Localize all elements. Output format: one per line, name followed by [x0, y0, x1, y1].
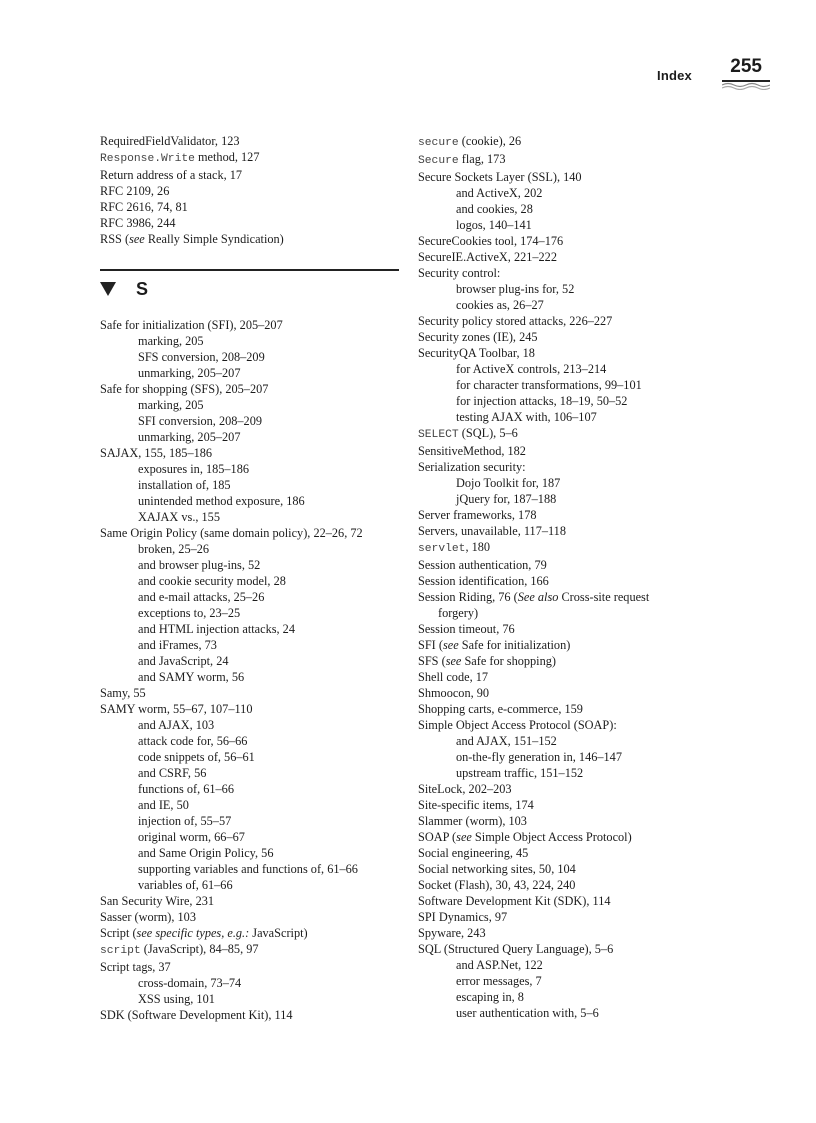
- entry-text: and browser plug-ins, 52: [138, 558, 261, 572]
- index-subentry: [418, 409, 798, 425]
- index-entry: [418, 169, 798, 185]
- index-entry: [418, 653, 798, 669]
- page-number: 255: [730, 56, 762, 77]
- index-subentry: [418, 765, 798, 781]
- index-entry: [418, 507, 798, 523]
- index-entry: [100, 167, 400, 183]
- index-entry: [418, 523, 798, 539]
- entry-text: SecurityQA Toolbar, 18: [418, 346, 535, 360]
- index-entry: [100, 317, 400, 333]
- index-column-right: [418, 133, 798, 1021]
- index-entry: [418, 909, 798, 925]
- index-entry: [418, 443, 798, 459]
- index-subentry: [100, 991, 400, 1007]
- index-entry: [418, 557, 798, 573]
- section-letter: S: [136, 279, 149, 299]
- entry-text: supporting variables and functions of, 61–66: [138, 862, 358, 876]
- index-subentry: [100, 781, 400, 797]
- entry-text: Safe for initialization): [458, 638, 571, 652]
- index-subentry: [100, 429, 400, 445]
- index-entry: [100, 183, 400, 199]
- index-subentry: [100, 573, 400, 589]
- s-entries-left: [100, 317, 400, 1023]
- entry-text: injection of, 55–57: [138, 814, 232, 828]
- index-entry: [418, 893, 798, 909]
- index-subentry: [100, 493, 400, 509]
- entry-text: see specific types, e.g.:: [136, 926, 250, 940]
- index-subentry: [100, 975, 400, 991]
- entry-text: Safe for shopping): [461, 654, 556, 668]
- entry-text: Return address of a stack, 17: [100, 168, 243, 182]
- index-entry: [100, 925, 400, 941]
- entry-text: and e-mail attacks, 25–26: [138, 590, 265, 604]
- index-subentry: [100, 637, 400, 653]
- entry-text: attack code for, 56–66: [138, 734, 248, 748]
- entry-text: marking, 205: [138, 398, 204, 412]
- index-entry: [100, 1007, 400, 1023]
- entry-text: jQuery for, 187–188: [456, 492, 557, 506]
- index-entry: [100, 893, 400, 909]
- entry-text: Software Development Kit (SDK), 114: [418, 894, 611, 908]
- entry-text: see: [456, 830, 472, 844]
- entry-text: script: [100, 945, 141, 957]
- entry-text: logos, 140–141: [456, 218, 532, 232]
- index-entry: [100, 215, 400, 231]
- index-subentry: [100, 717, 400, 733]
- entry-text: and iFrames, 73: [138, 638, 217, 652]
- entry-text: see: [129, 232, 145, 246]
- index-entry: [418, 589, 798, 605]
- index-subentry: [100, 621, 400, 637]
- entry-text: cookies as, 26–27: [456, 298, 544, 312]
- index-subentry: [418, 973, 798, 989]
- index-entry: [100, 445, 400, 461]
- index-entry: [100, 231, 400, 247]
- entry-text: Session Riding, 76 (: [418, 590, 518, 604]
- entry-text: SensitiveMethod, 182: [418, 444, 526, 458]
- index-subentry: [100, 333, 400, 349]
- entry-text: SecureCookies tool, 174–176: [418, 234, 564, 248]
- entry-text: and Same Origin Policy, 56: [138, 846, 274, 860]
- entry-text: variables of, 61–66: [138, 878, 233, 892]
- entry-text: Shmoocon, 90: [418, 686, 490, 700]
- entry-text: SiteLock, 202–203: [418, 782, 512, 796]
- running-header: [532, 56, 792, 96]
- entry-text: Samy, 55: [100, 686, 146, 700]
- entry-text: and AJAX, 103: [138, 718, 215, 732]
- index-entry: [418, 701, 798, 717]
- entry-text: and ActiveX, 202: [456, 186, 543, 200]
- index-entry: [418, 621, 798, 637]
- entry-text: SFI (: [418, 638, 443, 652]
- index-entry: [100, 685, 400, 701]
- entry-text: (SQL), 5–6: [458, 426, 518, 440]
- index-entry: [418, 813, 798, 829]
- entry-text: Same Origin Policy (same domain policy), 22–26, 72: [100, 526, 363, 540]
- index-entry: [100, 941, 400, 959]
- entry-text: exceptions to, 23–25: [138, 606, 241, 620]
- index-subentry: [100, 669, 400, 685]
- entry-text: SOAP (: [418, 830, 457, 844]
- entry-text: unmarking, 205–207: [138, 430, 241, 444]
- index-subentry: [100, 813, 400, 829]
- index-entry: [418, 539, 798, 557]
- entry-text: RFC 3986, 244: [100, 216, 176, 230]
- entry-text: Server frameworks, 178: [418, 508, 537, 522]
- entry-text: Site-specific items, 174: [418, 798, 534, 812]
- entry-text: Serialization security:: [418, 460, 526, 474]
- index-entry: [418, 313, 798, 329]
- entry-text: and CSRF, 56: [138, 766, 207, 780]
- entry-text: , 180: [465, 540, 491, 554]
- index-entry: [418, 233, 798, 249]
- index-entry: [100, 381, 400, 397]
- entry-text: and HTML injection attacks, 24: [138, 622, 295, 636]
- entry-text: for character transformations, 99–101: [456, 378, 642, 392]
- entry-text: flag, 173: [458, 152, 506, 166]
- index-subentry: [100, 557, 400, 573]
- entry-text: for injection attacks, 18–19, 50–52: [456, 394, 628, 408]
- index-subentry: [418, 361, 798, 377]
- index-subentry: [100, 397, 400, 413]
- entry-text: JavaScript): [249, 926, 308, 940]
- entry-text: marking, 205: [138, 334, 204, 348]
- entry-text: servlet: [418, 543, 466, 555]
- index-entry: [100, 149, 400, 167]
- entry-text: SecureIE.ActiveX, 221–222: [418, 250, 557, 264]
- index-entry: [100, 133, 400, 149]
- index-entry: [418, 329, 798, 345]
- entry-text: Shopping carts, e-commerce, 159: [418, 702, 583, 716]
- index-entry: [100, 959, 400, 975]
- entry-text: SQL (Structured Query Language), 5–6: [418, 942, 614, 956]
- entry-text: RFC 2616, 74, 81: [100, 200, 188, 214]
- index-subentry: [100, 365, 400, 381]
- entry-text: See also: [517, 590, 559, 604]
- index-subentry: [418, 1005, 798, 1021]
- index-subentry: [418, 749, 798, 765]
- index-entry: [418, 685, 798, 701]
- entry-text: code snippets of, 56–61: [138, 750, 255, 764]
- entry-text: original worm, 66–67: [138, 830, 245, 844]
- index-entry: [418, 797, 798, 813]
- index-subentry: [100, 349, 400, 365]
- entry-text: exposures in, 185–186: [138, 462, 250, 476]
- index-entry: [100, 701, 400, 717]
- index-entry: [418, 133, 798, 151]
- entry-text: SAJAX, 155, 185–186: [100, 446, 213, 460]
- entry-text: error messages, 7: [456, 974, 542, 988]
- index-subentry: [418, 217, 798, 233]
- entry-text: Simple Object Access Protocol (SOAP):: [418, 718, 617, 732]
- index-subentry: [100, 797, 400, 813]
- index-subentry: [418, 297, 798, 313]
- letter-section-header: [100, 269, 400, 307]
- entry-text: (JavaScript), 84–85, 97: [140, 942, 259, 956]
- entry-text: forgery): [438, 606, 479, 620]
- entry-text: Shell code, 17: [418, 670, 489, 684]
- entry-text: Secure: [418, 155, 459, 167]
- entry-text: and cookie security model, 28: [138, 574, 286, 588]
- entry-text: and IE, 50: [138, 798, 189, 812]
- index-subentry: [418, 281, 798, 297]
- entry-text: XAJAX vs., 155: [138, 510, 220, 524]
- entry-text: Simple Object Access Protocol): [471, 830, 632, 844]
- index-entry: [418, 151, 798, 169]
- entry-text: Socket (Flash), 30, 43, 224, 240: [418, 878, 576, 892]
- index-subentry: [100, 829, 400, 845]
- entry-text: RSS (: [100, 232, 130, 246]
- index-entry: [418, 345, 798, 361]
- index-entry: [418, 573, 798, 589]
- s-entries-right: [418, 133, 798, 1021]
- index-entry: [418, 781, 798, 797]
- index-subentry: [100, 589, 400, 605]
- entry-text: and SAMY worm, 56: [138, 670, 245, 684]
- index-entry: [418, 637, 798, 653]
- index-entry: [100, 199, 400, 215]
- entry-text: user authentication with, 5–6: [456, 1006, 599, 1020]
- entry-text: Response.Write: [100, 153, 195, 165]
- entry-text: unmarking, 205–207: [138, 366, 241, 380]
- index-subentry: [418, 733, 798, 749]
- index-entry: [418, 669, 798, 685]
- index-entry: [418, 845, 798, 861]
- entry-text: Session identification, 166: [418, 574, 549, 588]
- entry-text: cross-domain, 73–74: [138, 976, 242, 990]
- index-subentry: [100, 509, 400, 525]
- entry-text: Spyware, 243: [418, 926, 486, 940]
- entry-text: Sasser (worm), 103: [100, 910, 196, 924]
- entry-text: SAMY worm, 55–67, 107–110: [100, 702, 253, 716]
- entry-text: XSS using, 101: [138, 992, 215, 1006]
- index-entry: [418, 459, 798, 475]
- index-subentry: [100, 413, 400, 429]
- index-entry: [418, 249, 798, 265]
- index-entry: [418, 605, 798, 621]
- entry-text: unintended method exposure, 186: [138, 494, 305, 508]
- index-subentry: [418, 377, 798, 393]
- entry-text: SDK (Software Development Kit), 114: [100, 1008, 293, 1022]
- index-entry: [418, 861, 798, 877]
- entry-text: and AJAX, 151–152: [456, 734, 557, 748]
- entry-text: see: [442, 638, 459, 652]
- entry-text: Really Simple Syndication): [144, 232, 284, 246]
- entry-text: Security control:: [418, 266, 501, 280]
- entry-text: Safe for initialization (SFI), 205–207: [100, 318, 283, 332]
- index-subentry: [100, 877, 400, 893]
- index-subentry: [418, 989, 798, 1005]
- index-subentry: [100, 461, 400, 477]
- entry-text: method, 127: [194, 150, 260, 164]
- index-subentry: [100, 861, 400, 877]
- entry-text: SFS (: [418, 654, 446, 668]
- index-entry: [418, 925, 798, 941]
- entry-text: browser plug-ins for, 52: [456, 282, 575, 296]
- entry-text: functions of, 61–66: [138, 782, 234, 796]
- index-subentry: [100, 765, 400, 781]
- entry-text: Cross-site request: [558, 590, 650, 604]
- entry-text: broken, 25–26: [138, 542, 210, 556]
- entry-text: and cookies, 28: [456, 202, 533, 216]
- entry-text: San Security Wire, 231: [100, 894, 215, 908]
- index-subentry: [100, 477, 400, 493]
- entry-text: Social engineering, 45: [418, 846, 529, 860]
- entry-text: SFI conversion, 208–209: [138, 414, 262, 428]
- entry-text: Script (: [100, 926, 137, 940]
- index-subentry: [100, 541, 400, 557]
- index-subentry: [418, 201, 798, 217]
- index-entry: [418, 425, 798, 443]
- entry-text: for ActiveX controls, 213–214: [456, 362, 607, 376]
- index-entry: [418, 717, 798, 733]
- entry-text: SPI Dynamics, 97: [418, 910, 508, 924]
- entry-text: SELECT: [418, 429, 459, 441]
- index-entry: [100, 909, 400, 925]
- page-number-ornament: [722, 80, 770, 90]
- entry-text: Dojo Toolkit for, 187: [456, 476, 561, 490]
- entry-text: and ASP.Net, 122: [456, 958, 543, 972]
- entry-text: Script tags, 37: [100, 960, 171, 974]
- entry-text: upstream traffic, 151–152: [456, 766, 584, 780]
- entry-text: Social networking sites, 50, 104: [418, 862, 576, 876]
- entry-text: Security zones (IE), 245: [418, 330, 538, 344]
- entry-text: on-the-fly generation in, 146–147: [456, 750, 622, 764]
- index-subentry: [100, 733, 400, 749]
- entry-text: testing AJAX with, 106–107: [456, 410, 597, 424]
- index-subentry: [418, 393, 798, 409]
- section-title: Index: [657, 68, 692, 83]
- index-entry: [100, 525, 400, 541]
- index-column-left: [100, 133, 400, 1023]
- index-subentry: [100, 653, 400, 669]
- entry-text: Security policy stored attacks, 226–227: [418, 314, 613, 328]
- index-entry: [418, 829, 798, 845]
- entry-text: and JavaScript, 24: [138, 654, 229, 668]
- index-subentry: [418, 491, 798, 507]
- entry-text: SFS conversion, 208–209: [138, 350, 265, 364]
- triangle-bullet-icon: [100, 282, 116, 296]
- entry-text: Slammer (worm), 103: [418, 814, 527, 828]
- entry-text: (cookie), 26: [458, 134, 522, 148]
- entry-text: Secure Sockets Layer (SSL), 140: [418, 170, 582, 184]
- entry-text: RequiredFieldValidator, 123: [100, 134, 240, 148]
- entry-text: installation of, 185: [138, 478, 231, 492]
- index-entry: [418, 941, 798, 957]
- index-subentry: [100, 605, 400, 621]
- entry-text: RFC 2109, 26: [100, 184, 170, 198]
- entry-text: escaping in, 8: [456, 990, 524, 1004]
- r-entries: [100, 133, 400, 247]
- entry-text: secure: [418, 137, 459, 149]
- entry-text: see: [445, 654, 462, 668]
- index-subentry: [418, 475, 798, 491]
- entry-text: Safe for shopping (SFS), 205–207: [100, 382, 269, 396]
- entry-text: Session timeout, 76: [418, 622, 515, 636]
- index-entry: [418, 877, 798, 893]
- entry-text: Session authentication, 79: [418, 558, 547, 572]
- index-subentry: [100, 749, 400, 765]
- entry-text: Servers, unavailable, 117–118: [418, 524, 566, 538]
- index-subentry: [100, 845, 400, 861]
- index-subentry: [418, 185, 798, 201]
- index-subentry: [418, 957, 798, 973]
- index-entry: [418, 265, 798, 281]
